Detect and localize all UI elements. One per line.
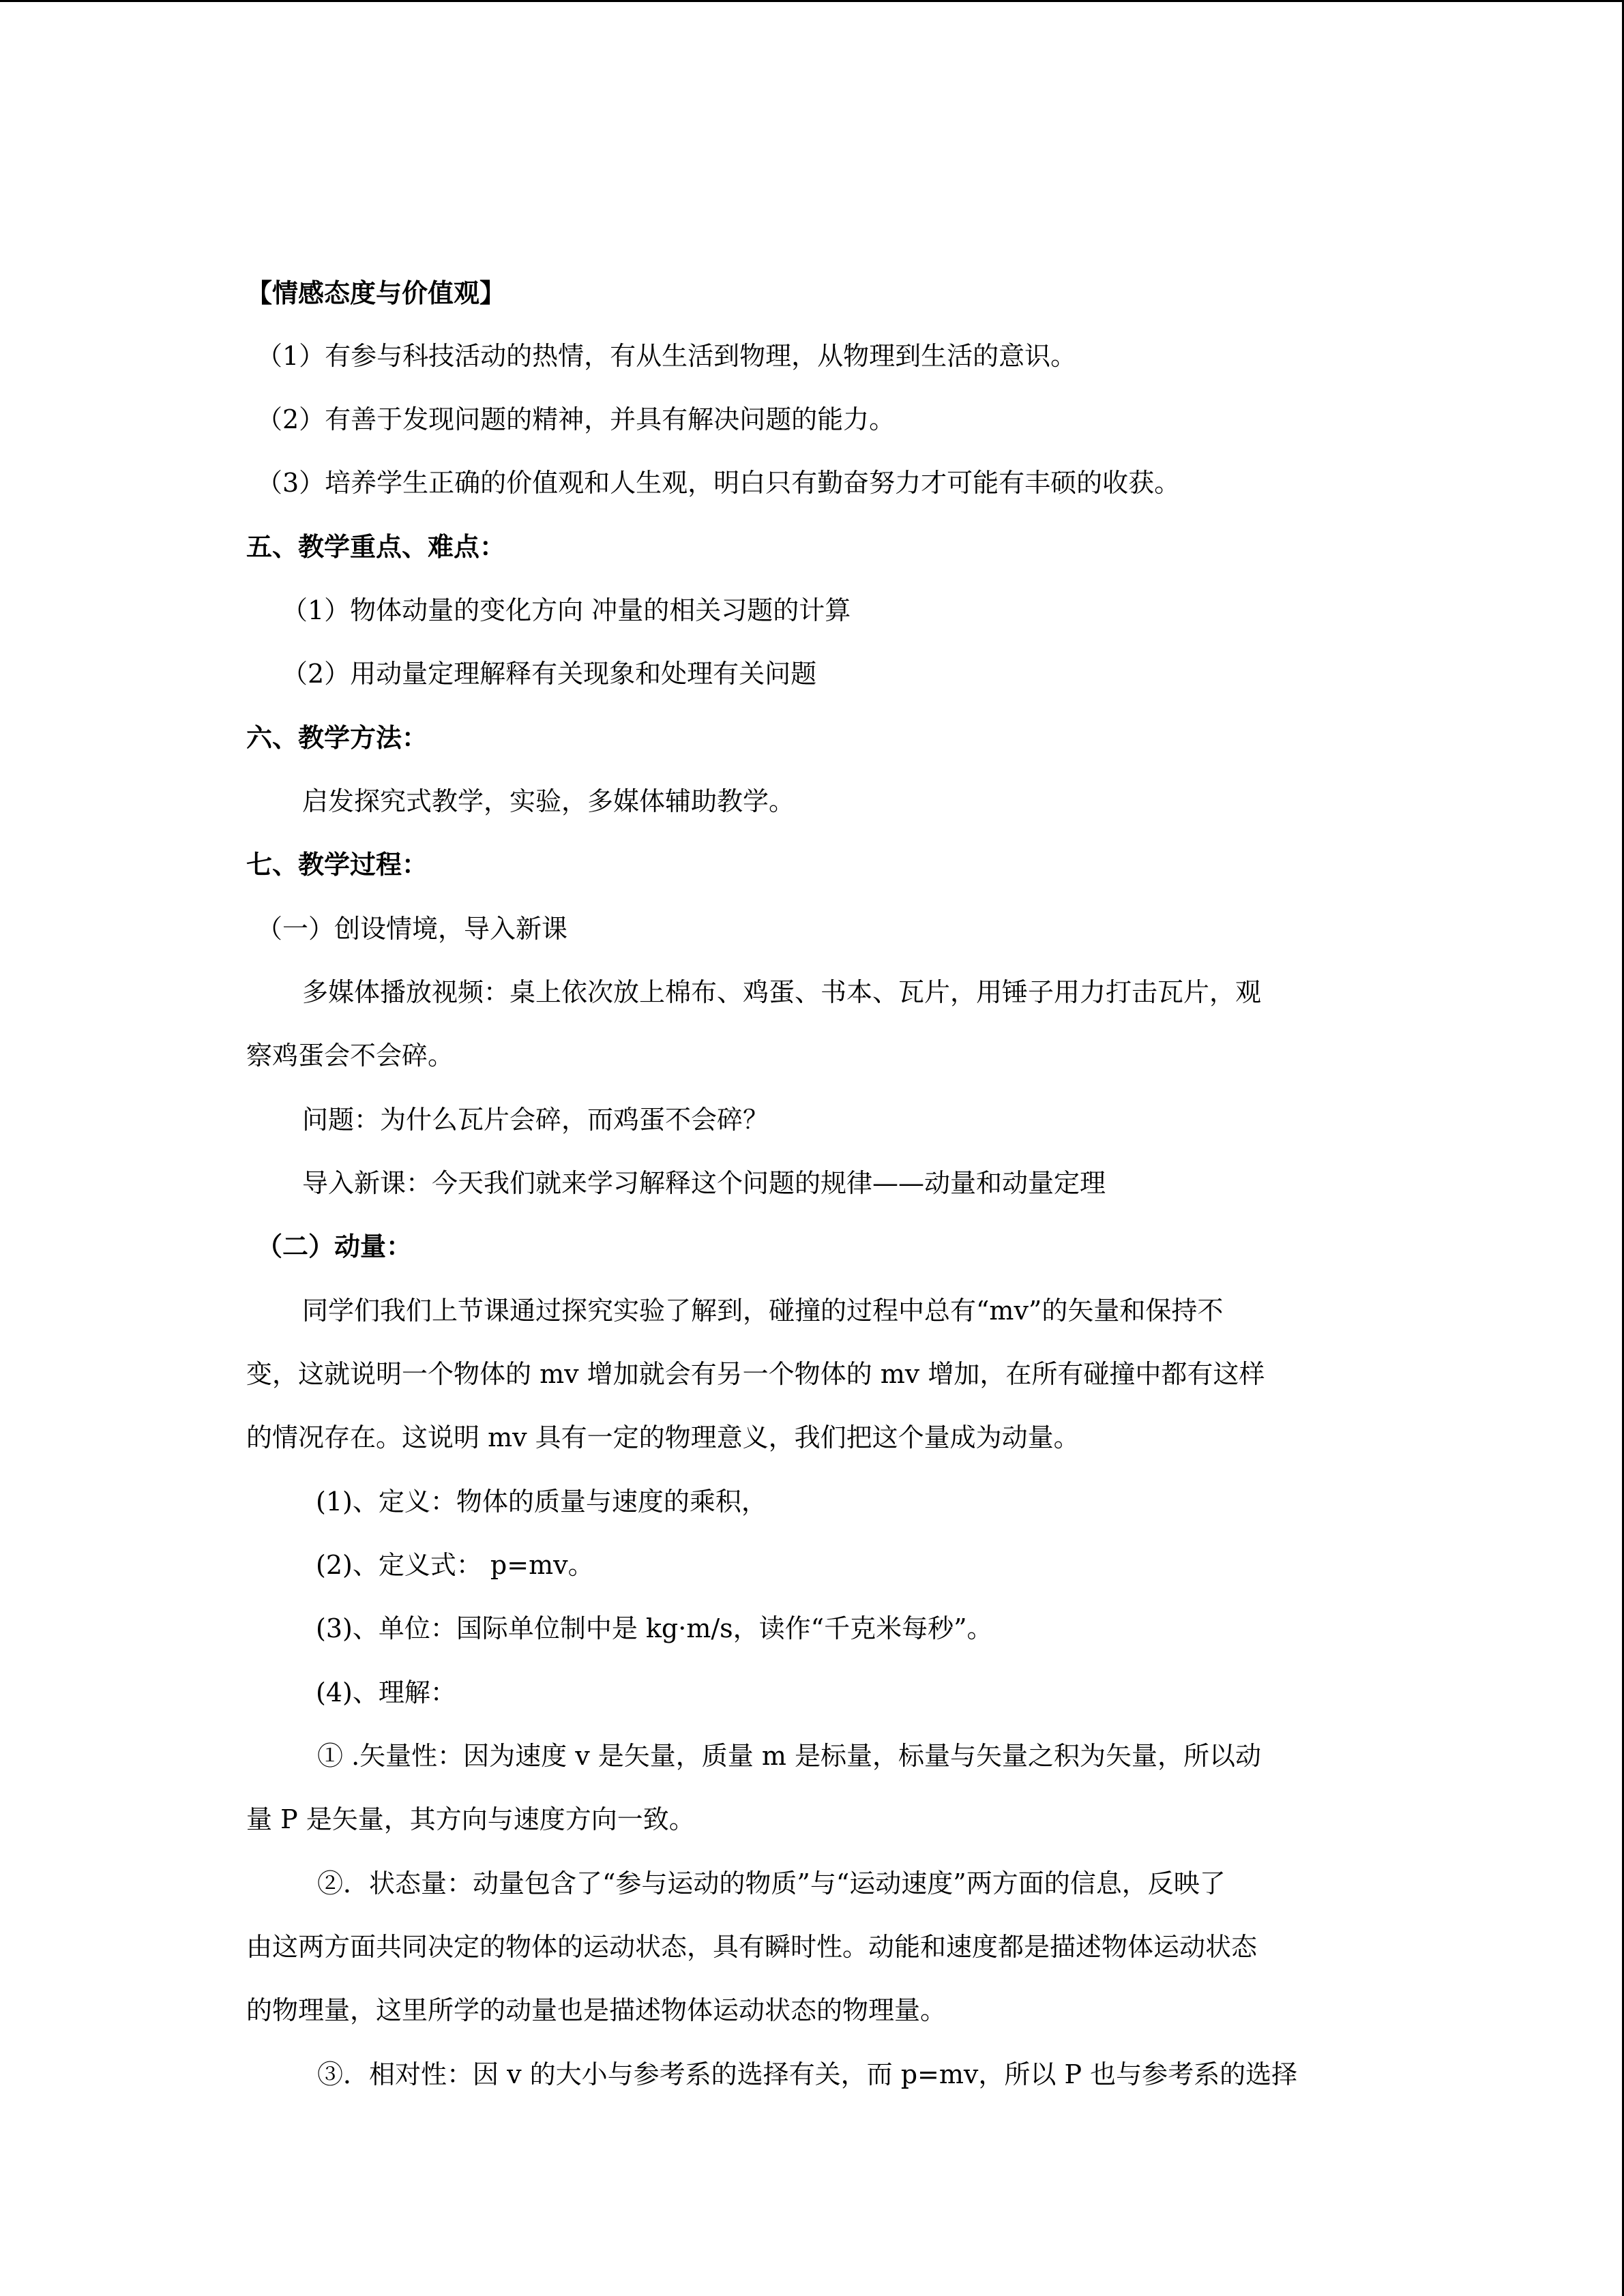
- item-definition: (1)、定义：物体的质量与速度的乘积，: [316, 1487, 767, 1517]
- subheading-create-situation: （一）创设情境，导入新课: [256, 914, 568, 944]
- emotion-item-3: （3）培养学生正确的价值观和人生观，明白只有勤奋努力才可能有丰硕的收获。: [256, 468, 1181, 498]
- emotion-item-1: （1）有参与科技活动的热情，有从生活到物理，从物理到生活的意识。: [256, 341, 1077, 371]
- paragraph-video-line-2: 察鸡蛋会不会碎。: [246, 1041, 454, 1071]
- state-quantity-line-1: ②．状态量：动量包含了“参与运动的物质”与“运动速度”两方面的信息，反映了: [317, 1868, 1226, 1898]
- heading-key-points: 五、教学重点、难点：: [246, 531, 506, 562]
- heading-emotion-attitude-values: 【情感态度与价值观】: [246, 278, 506, 308]
- heading-teaching-methods: 六、教学方法：: [246, 722, 428, 753]
- emotion-item-2: （2）有善于发现问题的精神，并具有解决问题的能力。: [256, 404, 896, 434]
- state-quantity-line-2: 由这两方面共同决定的物体的运动状态，具有瞬时性。动能和速度都是描述物体运动状态: [246, 1932, 1258, 1962]
- paragraph-new-lesson: 导入新课：今天我们就来学习解释这个问题的规律——动量和动量定理: [302, 1168, 1106, 1198]
- paragraph-momentum-line-1: 同学们我们上节课通过探究实验了解到，碰撞的过程中总有“mv”的矢量和保持不: [302, 1296, 1224, 1326]
- teaching-methods-text: 启发探究式教学，实验，多媒体辅助教学。: [302, 786, 795, 816]
- paragraph-momentum-line-2: 变，这就说明一个物体的 mv 增加就会有另一个物体的 mv 增加，在所有碰撞中都有这样: [246, 1359, 1265, 1389]
- item-understanding: (4)、理解：: [316, 1678, 456, 1708]
- subheading-momentum: （二）动量：: [256, 1231, 413, 1262]
- key-point-2: （2）用动量定理解释有关现象和处理有关问题: [282, 659, 817, 689]
- state-quantity-line-3: 的物理量，这里所学的动量也是描述物体运动状态的物理量。: [246, 1995, 947, 2025]
- item-formula: (2)、定义式： p=mv。: [316, 1550, 594, 1580]
- vector-property-line-2: 量 P 是矢量，其方向与速度方向一致。: [246, 1804, 695, 1834]
- vector-property-line-1: ① .矢量性：因为速度 v 是矢量，质量 m 是标量，标量与矢量之积为矢量，所以动: [317, 1741, 1261, 1771]
- page-top-border: [0, 0, 1624, 2]
- paragraph-video-line-1: 多媒体播放视频：桌上依次放上棉布、鸡蛋、书本、瓦片，用锤子用力打击瓦片，观: [302, 977, 1262, 1007]
- paragraph-momentum-line-3: 的情况存在。这说明 mv 具有一定的物理意义，我们把这个量成为动量。: [246, 1422, 1080, 1452]
- heading-teaching-process: 七、教学过程：: [246, 849, 428, 880]
- item-unit: (3)、单位：国际单位制中是 kg·m/s，读作“千克米每秒”。: [316, 1613, 993, 1643]
- relativity-line-1: ③．相对性：因 v 的大小与参考系的选择有关，而 p=mv，所以 P 也与参考系的选择: [317, 2059, 1298, 2089]
- key-point-1: （1）物体动量的变化方向 冲量的相关习题的计算: [282, 595, 851, 625]
- paragraph-question: 问题：为什么瓦片会碎，而鸡蛋不会碎？: [302, 1105, 769, 1135]
